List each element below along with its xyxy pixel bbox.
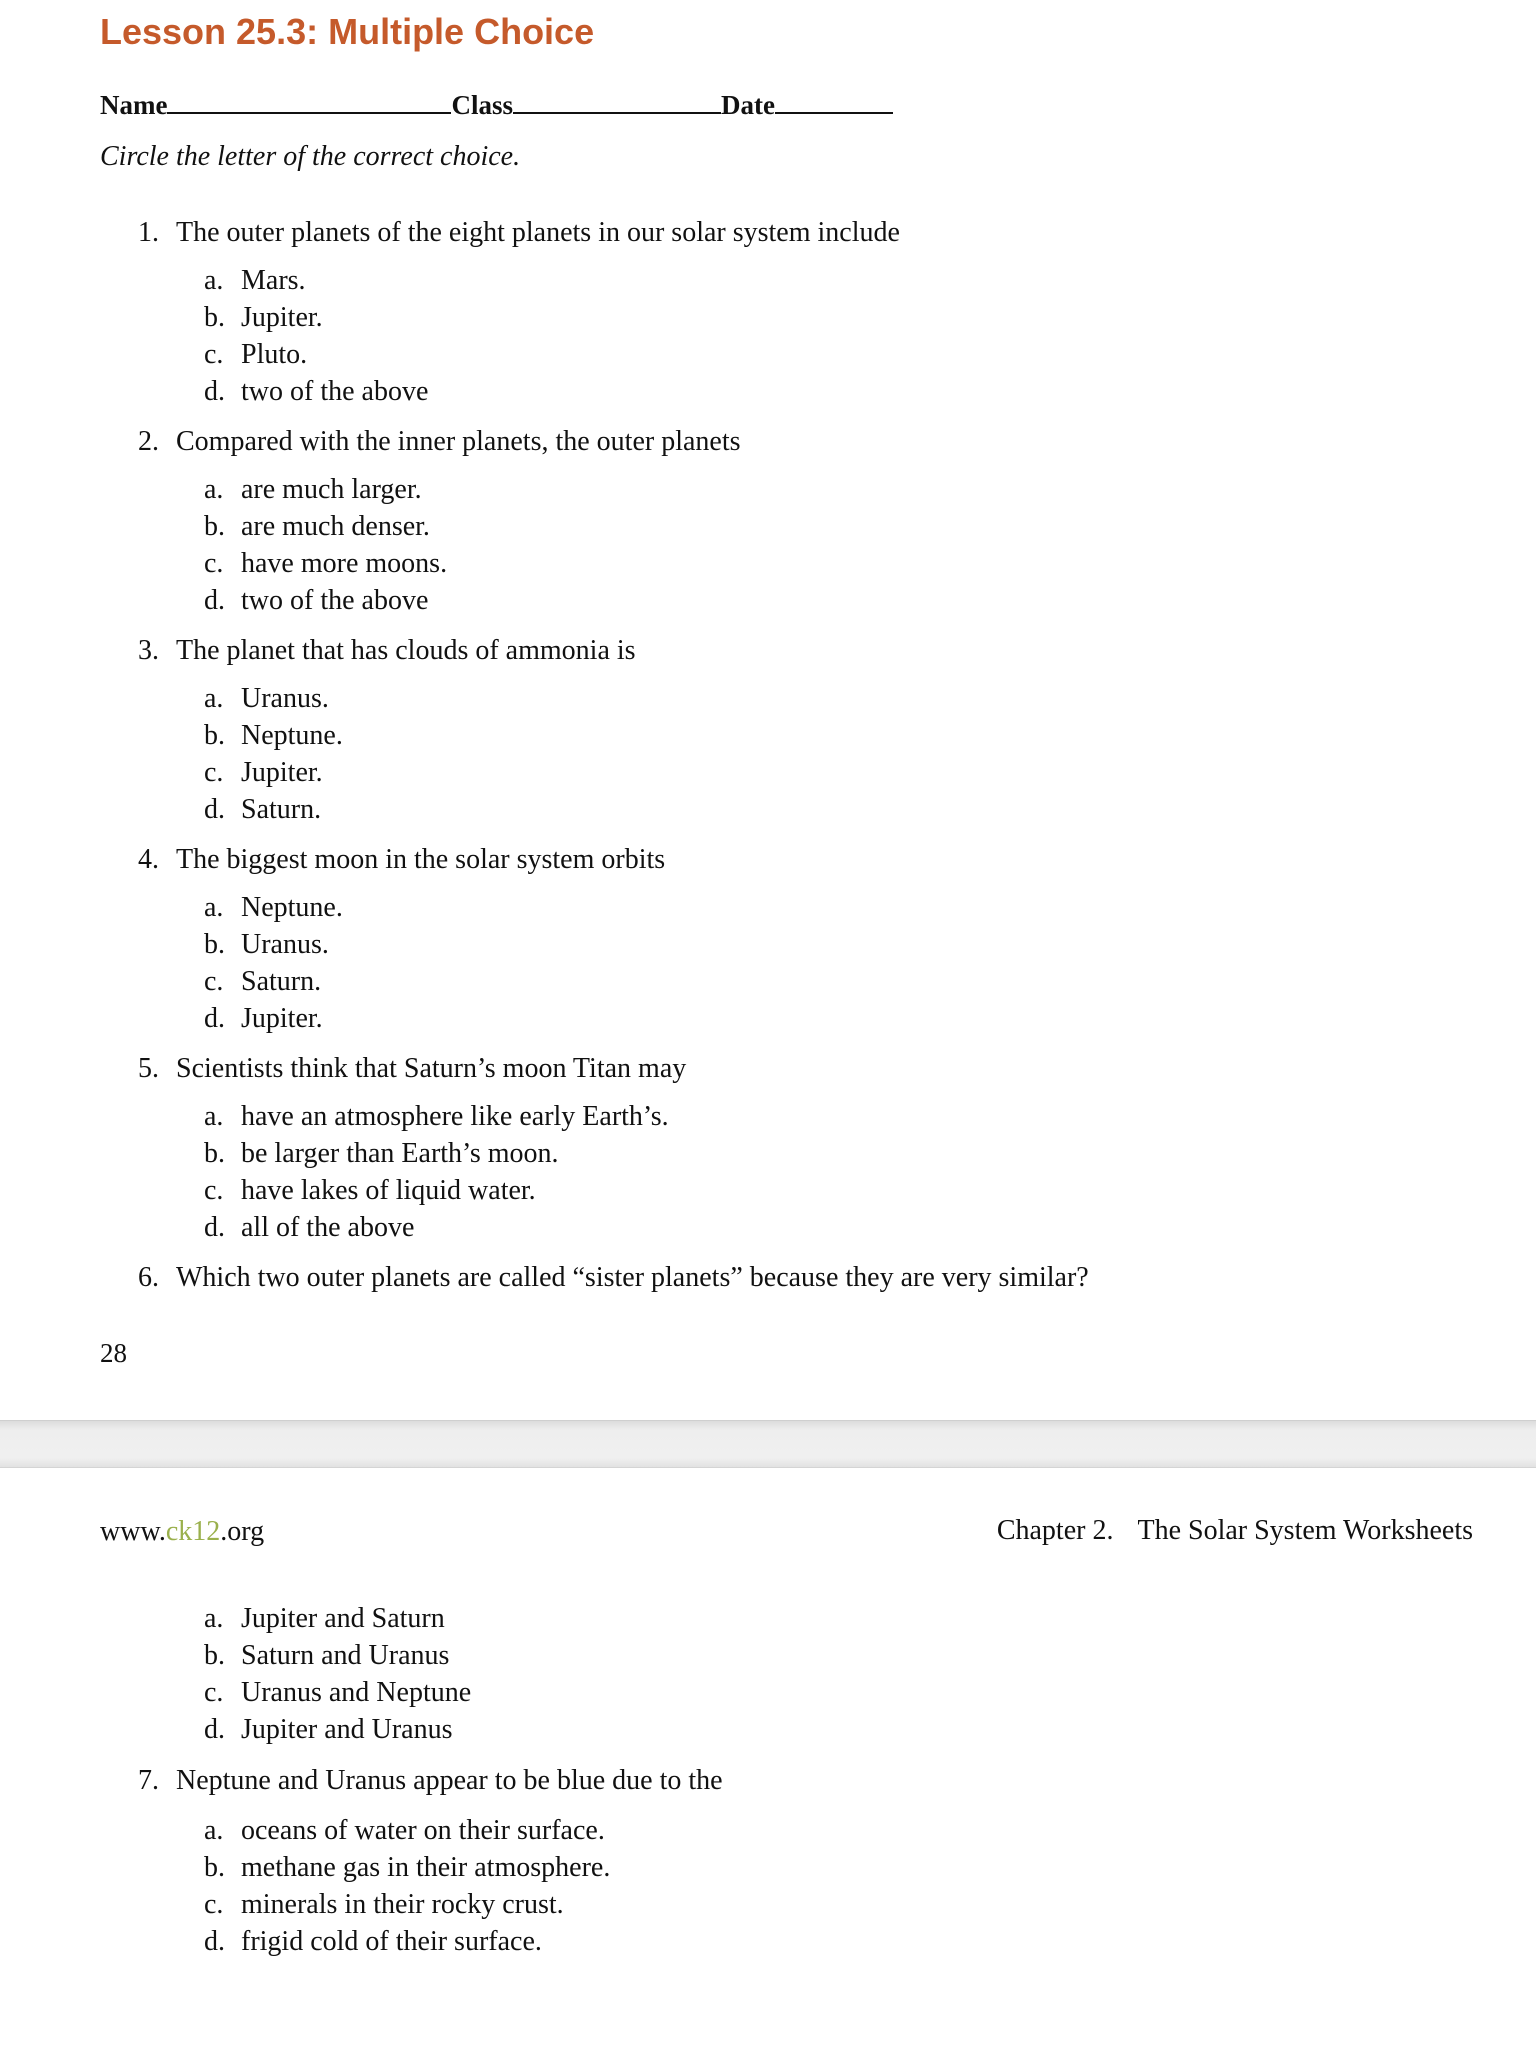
question-1 (138, 216, 1438, 250)
date-label: Date (721, 90, 775, 120)
option-letter[interactable]: a. (204, 683, 224, 714)
option-text: have an atmosphere like early Earth’s. (241, 1101, 669, 1132)
option-5c[interactable] (204, 1172, 669, 1209)
site-url-suffix: .org (220, 1516, 265, 1547)
date-blank[interactable] (775, 88, 893, 114)
option-letter[interactable]: b. (204, 1640, 225, 1671)
option-6a[interactable] (204, 1600, 471, 1637)
question-number: 7. (138, 1765, 159, 1796)
question-4-options (204, 889, 343, 1037)
student-info-fields (100, 88, 893, 122)
option-4a[interactable] (204, 889, 343, 926)
option-letter[interactable]: a. (204, 1815, 224, 1846)
option-letter[interactable]: c. (204, 1175, 224, 1206)
question-5 (138, 1052, 1438, 1086)
option-letter[interactable]: a. (204, 474, 224, 505)
option-letter[interactable]: a. (204, 1101, 224, 1132)
page-break-divider (0, 1420, 1536, 1468)
option-letter[interactable]: d. (204, 1926, 225, 1957)
option-text: Jupiter and Uranus (241, 1714, 453, 1745)
name-blank[interactable] (167, 88, 451, 114)
question-number: 3. (138, 635, 159, 666)
question-text: Compared with the inner planets, the outer planets (176, 426, 741, 457)
question-5-options (204, 1098, 669, 1246)
option-letter[interactable]: c. (204, 1889, 224, 1920)
site-brand: ck12 (165, 1516, 221, 1547)
option-text: Pluto. (241, 339, 308, 370)
option-text: have lakes of liquid water. (241, 1175, 536, 1206)
option-text: methane gas in their atmosphere. (241, 1852, 611, 1883)
option-letter[interactable]: d. (204, 1003, 225, 1034)
option-letter[interactable]: d. (204, 794, 225, 825)
option-4d[interactable] (204, 1000, 343, 1037)
option-text: Jupiter and Saturn (241, 1603, 445, 1634)
option-7a[interactable] (204, 1812, 610, 1849)
option-6c[interactable] (204, 1674, 471, 1711)
option-text: frigid cold of their surface. (241, 1926, 542, 1957)
option-text: Jupiter. (241, 302, 323, 333)
question-3-options (204, 680, 343, 828)
instruction: Circle the letter of the correct choice. (100, 141, 521, 172)
option-text: Uranus. (241, 683, 329, 714)
lesson-title: Lesson 25.3: Multiple Choice (100, 11, 595, 52)
chapter-title: The Solar System Worksheets (1137, 1515, 1473, 1546)
option-1d[interactable] (204, 373, 428, 410)
option-2c[interactable] (204, 545, 447, 582)
option-text: Jupiter. (241, 1003, 323, 1034)
option-letter[interactable]: b. (204, 1138, 225, 1169)
option-letter[interactable]: b. (204, 1852, 225, 1883)
option-text: Uranus and Neptune (241, 1677, 472, 1708)
option-text: minerals in their rocky crust. (241, 1889, 564, 1920)
question-text: The outer planets of the eight planets in our solar system include (176, 217, 900, 248)
option-text: Uranus. (241, 929, 329, 960)
option-letter[interactable]: c. (204, 757, 224, 788)
question-number: 5. (138, 1053, 159, 1084)
option-5a[interactable] (204, 1098, 669, 1135)
option-4c[interactable] (204, 963, 343, 1000)
option-3c[interactable] (204, 754, 343, 791)
option-text: are much larger. (241, 474, 422, 505)
question-1-options (204, 262, 428, 410)
option-2b[interactable] (204, 508, 447, 545)
question-2 (138, 425, 1438, 459)
option-letter[interactable]: c. (204, 1677, 224, 1708)
option-7c[interactable] (204, 1886, 610, 1923)
question-text: Which two outer planets are called “sister planets” because they are very similar? (176, 1262, 1089, 1293)
option-5b[interactable] (204, 1135, 669, 1172)
option-letter[interactable]: a. (204, 265, 224, 296)
option-text: be larger than Earth’s moon. (241, 1138, 559, 1169)
question-2-options (204, 471, 447, 619)
option-text: Saturn. (241, 794, 322, 825)
class-blank[interactable] (513, 88, 721, 114)
option-text: Mars. (241, 265, 306, 296)
option-letter[interactable]: b. (204, 720, 225, 751)
running-head (997, 1514, 1473, 1548)
option-text: Saturn. (241, 966, 322, 997)
site-url[interactable] (100, 1515, 264, 1549)
option-6b[interactable] (204, 1637, 471, 1674)
option-7d[interactable] (204, 1923, 610, 1960)
option-letter[interactable]: a. (204, 892, 224, 923)
option-text: are much denser. (241, 511, 430, 542)
option-3d[interactable] (204, 791, 343, 828)
option-text: Jupiter. (241, 757, 323, 788)
option-5d[interactable] (204, 1209, 669, 1246)
option-text: two of the above (241, 376, 429, 407)
name-label: Name (100, 90, 168, 120)
option-2d[interactable] (204, 582, 447, 619)
option-letter[interactable]: b. (204, 511, 225, 542)
option-letter[interactable]: c. (204, 548, 224, 579)
question-7-options (204, 1812, 610, 1960)
question-number: 6. (138, 1262, 159, 1293)
option-letter[interactable]: d. (204, 376, 225, 407)
page-number: 28 (100, 1338, 127, 1368)
option-7b[interactable] (204, 1849, 610, 1886)
option-2a[interactable] (204, 471, 447, 508)
question-number: 4. (138, 844, 159, 875)
option-letter[interactable]: a. (204, 1603, 224, 1634)
option-letter[interactable]: c. (204, 966, 224, 997)
chapter-number: Chapter 2. (996, 1515, 1114, 1546)
option-letter[interactable]: b. (204, 929, 225, 960)
option-letter[interactable]: c. (204, 339, 224, 370)
option-text: oceans of water on their surface. (241, 1815, 605, 1846)
option-text: Neptune. (241, 720, 343, 751)
question-4 (138, 843, 1438, 877)
option-text: have more moons. (241, 548, 448, 579)
option-text: Neptune. (241, 892, 343, 923)
question-6-options (204, 1600, 471, 1748)
option-letter[interactable]: d. (204, 1714, 225, 1745)
site-url-prefix: www. (100, 1516, 166, 1547)
option-text: Saturn and Uranus (241, 1640, 450, 1671)
question-3 (138, 634, 1438, 668)
option-1b[interactable] (204, 299, 428, 336)
question-number: 1. (138, 217, 159, 248)
option-3b[interactable] (204, 717, 343, 754)
option-4b[interactable] (204, 926, 343, 963)
class-label: Class (451, 90, 513, 120)
option-letter[interactable]: d. (204, 1212, 225, 1243)
option-6d[interactable] (204, 1711, 471, 1748)
option-letter[interactable]: d. (204, 585, 225, 616)
option-1a[interactable] (204, 262, 428, 299)
question-6 (138, 1261, 1438, 1295)
option-text: all of the above (241, 1212, 415, 1243)
option-1c[interactable] (204, 336, 428, 373)
option-text: two of the above (241, 585, 429, 616)
question-text: The biggest moon in the solar system orbits (176, 844, 666, 875)
question-7 (138, 1764, 1438, 1798)
option-letter[interactable]: b. (204, 302, 225, 333)
question-number: 2. (138, 426, 159, 457)
question-text: The planet that has clouds of ammonia is (176, 635, 636, 666)
question-text: Neptune and Uranus appear to be blue due to the (176, 1765, 723, 1796)
question-text: Scientists think that Saturn’s moon Titan may (176, 1053, 687, 1084)
option-3a[interactable] (204, 680, 343, 717)
